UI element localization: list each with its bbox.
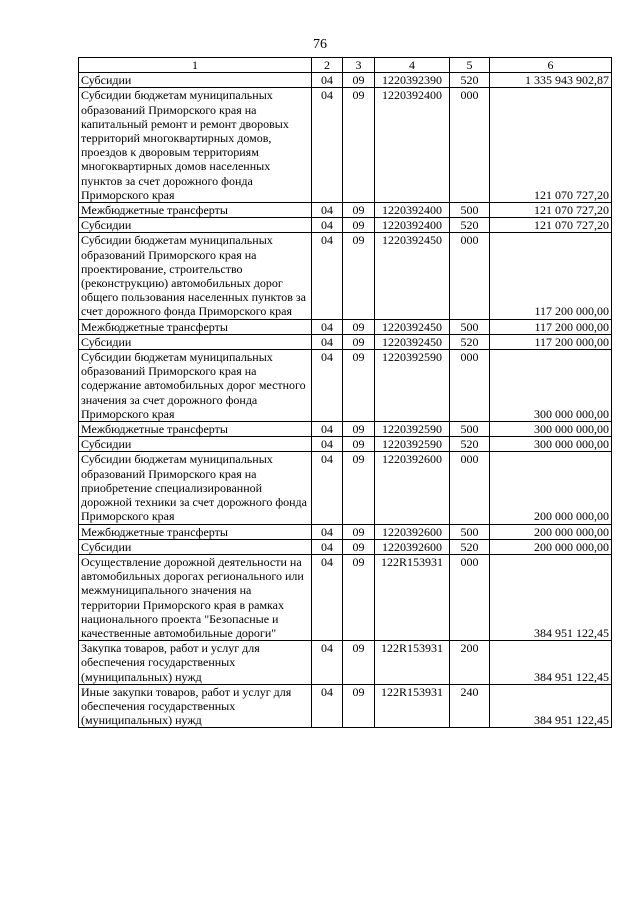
cell-description: Субсидии бюджетам муниципальных образований Приморского края на приобретение специализированной дорожной техники за счет дорожного фонда Приморского края xyxy=(79,452,312,524)
cell-target-article: 1220392590 xyxy=(375,350,450,422)
cell-subsection: 09 xyxy=(343,319,375,334)
cell-amount: 121 070 727,20 xyxy=(490,88,612,203)
table-row xyxy=(79,218,612,233)
cell-subsection: 09 xyxy=(343,539,375,554)
table-row xyxy=(79,88,612,203)
cell-description: Субсидии xyxy=(79,539,312,554)
cell-subsection: 09 xyxy=(343,88,375,203)
table-row xyxy=(79,334,612,349)
cell-description: Межбюджетные трансферты xyxy=(79,524,312,539)
cell-description: Субсидии xyxy=(79,218,312,233)
cell-subsection: 09 xyxy=(343,422,375,437)
cell-subsection: 09 xyxy=(343,334,375,349)
budget-table-body xyxy=(79,58,612,728)
column-header-5: 5 xyxy=(450,58,490,73)
cell-expense-type: 500 xyxy=(450,422,490,437)
cell-amount: 384 951 122,45 xyxy=(490,554,612,640)
cell-expense-type: 500 xyxy=(450,319,490,334)
cell-amount: 300 000 000,00 xyxy=(490,437,612,452)
cell-amount: 200 000 000,00 xyxy=(490,539,612,554)
table-row xyxy=(79,539,612,554)
cell-expense-type: 500 xyxy=(450,524,490,539)
cell-amount: 384 951 122,45 xyxy=(490,641,612,685)
cell-subsection: 09 xyxy=(343,524,375,539)
cell-target-article: 1220392590 xyxy=(375,437,450,452)
cell-target-article: 1220392400 xyxy=(375,218,450,233)
cell-target-article: 1220392450 xyxy=(375,319,450,334)
cell-section: 04 xyxy=(312,334,343,349)
cell-amount: 117 200 000,00 xyxy=(490,319,612,334)
cell-subsection: 09 xyxy=(343,554,375,640)
column-header-4: 4 xyxy=(375,58,450,73)
cell-expense-type: 200 xyxy=(450,641,490,685)
cell-description: Субсидии бюджетам муниципальных образований Приморского края на капитальный ремонт и ремонт дворовых территорий многоквартирных домов, проездов к дворовым территориям многоквартирных домов населенных пунктов за счет дорожного фонда Приморского края xyxy=(79,88,312,203)
column-header-1: 1 xyxy=(79,58,312,73)
cell-section: 04 xyxy=(312,73,343,88)
cell-section: 04 xyxy=(312,350,343,422)
cell-description: Иные закупки товаров, работ и услуг для обеспечения государственных (муниципальных) нужд xyxy=(79,684,312,728)
cell-expense-type: 000 xyxy=(450,233,490,319)
table-row xyxy=(79,73,612,88)
cell-amount: 117 200 000,00 xyxy=(490,334,612,349)
cell-section: 04 xyxy=(312,218,343,233)
cell-amount: 200 000 000,00 xyxy=(490,524,612,539)
cell-expense-type: 520 xyxy=(450,539,490,554)
table-row xyxy=(79,319,612,334)
table-row xyxy=(79,437,612,452)
cell-target-article: 122R153931 xyxy=(375,684,450,728)
cell-amount: 117 200 000,00 xyxy=(490,233,612,319)
cell-subsection: 09 xyxy=(343,437,375,452)
cell-expense-type: 000 xyxy=(450,88,490,203)
cell-subsection: 09 xyxy=(343,73,375,88)
cell-description: Межбюджетные трансферты xyxy=(79,203,312,218)
cell-amount: 384 951 122,45 xyxy=(490,684,612,728)
table-row xyxy=(79,350,612,422)
cell-description: Межбюджетные трансферты xyxy=(79,319,312,334)
cell-description: Субсидии бюджетам муниципальных образований Приморского края на проектирование, строительство (реконструкцию) автомобильных дорог общего пользования населенных пунктов за счет дорожного фонда Приморского края xyxy=(79,233,312,319)
table-row xyxy=(79,524,612,539)
cell-target-article: 1220392600 xyxy=(375,524,450,539)
column-header-6: 6 xyxy=(490,58,612,73)
cell-target-article: 1220392450 xyxy=(375,233,450,319)
cell-target-article: 1220392590 xyxy=(375,422,450,437)
cell-description: Межбюджетные трансферты xyxy=(79,422,312,437)
cell-expense-type: 520 xyxy=(450,73,490,88)
cell-target-article: 1220392450 xyxy=(375,334,450,349)
cell-subsection: 09 xyxy=(343,684,375,728)
cell-section: 04 xyxy=(312,88,343,203)
cell-section: 04 xyxy=(312,233,343,319)
cell-section: 04 xyxy=(312,437,343,452)
cell-expense-type: 240 xyxy=(450,684,490,728)
cell-section: 04 xyxy=(312,554,343,640)
column-header-3: 3 xyxy=(343,58,375,73)
cell-target-article: 1220392600 xyxy=(375,452,450,524)
cell-target-article: 122R153931 xyxy=(375,641,450,685)
cell-amount: 1 335 943 902,87 xyxy=(490,73,612,88)
cell-section: 04 xyxy=(312,203,343,218)
cell-amount: 121 070 727,20 xyxy=(490,218,612,233)
cell-subsection: 09 xyxy=(343,203,375,218)
cell-description: Закупка товаров, работ и услуг для обеспечения государственных (муниципальных) нужд xyxy=(79,641,312,685)
cell-expense-type: 000 xyxy=(450,350,490,422)
budget-table xyxy=(78,57,612,728)
cell-section: 04 xyxy=(312,452,343,524)
cell-subsection: 09 xyxy=(343,218,375,233)
table-header-row xyxy=(79,58,612,73)
column-header-2: 2 xyxy=(312,58,343,73)
cell-section: 04 xyxy=(312,684,343,728)
cell-target-article: 1220392600 xyxy=(375,539,450,554)
cell-target-article: 1220392400 xyxy=(375,88,450,203)
cell-section: 04 xyxy=(312,524,343,539)
cell-description: Субсидии xyxy=(79,73,312,88)
cell-description: Осуществление дорожной деятельности на автомобильных дорогах регионального или межмуниципального значения на территории Приморского края в рамках национального проекта "Безопасные и качественные автомобильные дороги" xyxy=(79,554,312,640)
table-row xyxy=(79,233,612,319)
table-row xyxy=(79,452,612,524)
table-row xyxy=(79,422,612,437)
cell-description: Субсидии xyxy=(79,437,312,452)
cell-description: Субсидии xyxy=(79,334,312,349)
cell-subsection: 09 xyxy=(343,350,375,422)
table-row xyxy=(79,641,612,685)
cell-amount: 200 000 000,00 xyxy=(490,452,612,524)
table-row xyxy=(79,684,612,728)
cell-amount: 300 000 000,00 xyxy=(490,350,612,422)
cell-expense-type: 520 xyxy=(450,218,490,233)
cell-section: 04 xyxy=(312,422,343,437)
cell-subsection: 09 xyxy=(343,452,375,524)
table-row xyxy=(79,554,612,640)
cell-target-article: 1220392390 xyxy=(375,73,450,88)
cell-section: 04 xyxy=(312,539,343,554)
cell-description: Субсидии бюджетам муниципальных образований Приморского края на содержание автомобильных дорог местного значения за счет дорожного фонда Приморского края xyxy=(79,350,312,422)
cell-section: 04 xyxy=(312,641,343,685)
cell-expense-type: 520 xyxy=(450,334,490,349)
cell-subsection: 09 xyxy=(343,641,375,685)
cell-target-article: 122R153931 xyxy=(375,554,450,640)
cell-amount: 121 070 727,20 xyxy=(490,203,612,218)
cell-expense-type: 000 xyxy=(450,554,490,640)
page-number: 76 xyxy=(313,37,327,52)
cell-expense-type: 520 xyxy=(450,437,490,452)
cell-amount: 300 000 000,00 xyxy=(490,422,612,437)
cell-section: 04 xyxy=(312,319,343,334)
table-row xyxy=(79,203,612,218)
cell-expense-type: 500 xyxy=(450,203,490,218)
cell-subsection: 09 xyxy=(343,233,375,319)
cell-target-article: 1220392400 xyxy=(375,203,450,218)
cell-expense-type: 000 xyxy=(450,452,490,524)
